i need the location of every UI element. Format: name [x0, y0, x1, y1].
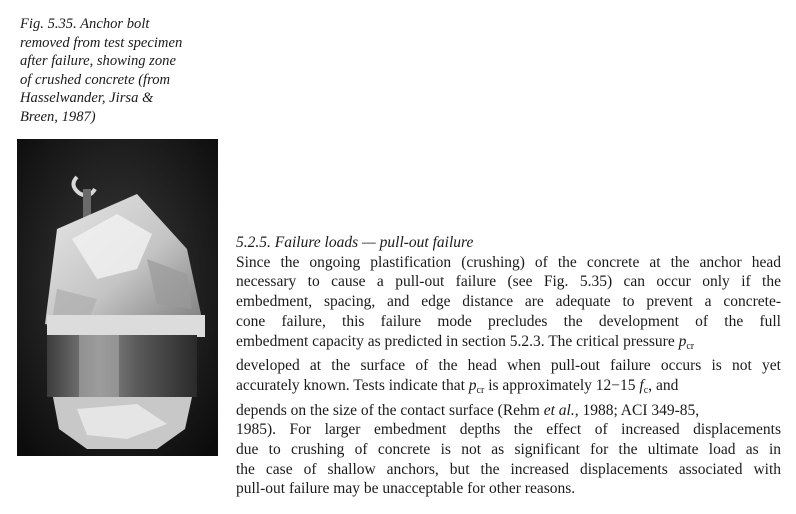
section-heading: [236, 233, 781, 253]
caption-line: removed from test specimen: [20, 34, 183, 51]
section-number: 5.2.5.: [236, 234, 271, 251]
caption-line: Breen, 1987): [20, 108, 96, 125]
caption-line: Fig. 5.35. Anchor bolt: [20, 16, 150, 32]
section-title-text: Failure loads — pull-out failure: [274, 234, 474, 251]
anchor-bolt-photo: [17, 139, 218, 456]
symbol-p: p: [468, 376, 477, 394]
figure-caption: [20, 15, 220, 127]
section-paragraph: [236, 253, 781, 499]
section-5-2-5: [236, 233, 781, 499]
paragraph-line: developed at the surface of the head when pull-out failure occurs is not yet: [236, 357, 781, 375]
paragraph-line: cone failure, this failure mode precludes the development of the full: [236, 312, 781, 330]
subscript-cr: cr: [476, 384, 485, 396]
citation-et-al: et al.: [543, 401, 575, 419]
paragraph-line: the case of shallow anchors, but the increased displacements associated with: [236, 460, 781, 478]
subscript-c: c: [643, 384, 649, 396]
paragraph-line: necessary to cause a pull-out failure (see Fig. 5.35) can occur only if the: [236, 273, 781, 291]
paragraph-line: Since the ongoing plastification (crushing) of the concrete at the anchor head: [236, 253, 781, 271]
caption-line: after failure, showing zone: [20, 53, 176, 70]
paragraph-line: embedment capacity as predicted in section 5.2.3. The critical pressure $p_{cr}$: [236, 332, 695, 352]
symbol-p: p: [678, 332, 687, 350]
paragraph-line: accurately known. Tests indicate that $p_{cr}$ is approximately 12−15 $f_c$, and: [236, 376, 679, 396]
subscript-cr: cr: [686, 340, 695, 352]
paragraph-line: 1985). For larger embedment depths the effect of increased displacements: [236, 421, 781, 439]
caption-line: Hasselwander, Jirsa &: [20, 90, 154, 107]
caption-line: of crushed concrete (from: [20, 71, 171, 88]
photo-illustration: [17, 139, 218, 456]
symbol-f: f: [639, 376, 644, 394]
paragraph-line: due to crushing of concrete is not as significant for the ultimate load as in: [236, 441, 781, 459]
paragraph-line: pull-out failure may be unacceptable for other reasons.: [236, 480, 576, 498]
paragraph-line: depends on the size of the contact surface (Rehm et al., 1988; ACI 349-85,: [236, 401, 700, 419]
paragraph-line: embedment, spacing, and edge distance are adequate to prevent a concrete-: [236, 293, 781, 311]
